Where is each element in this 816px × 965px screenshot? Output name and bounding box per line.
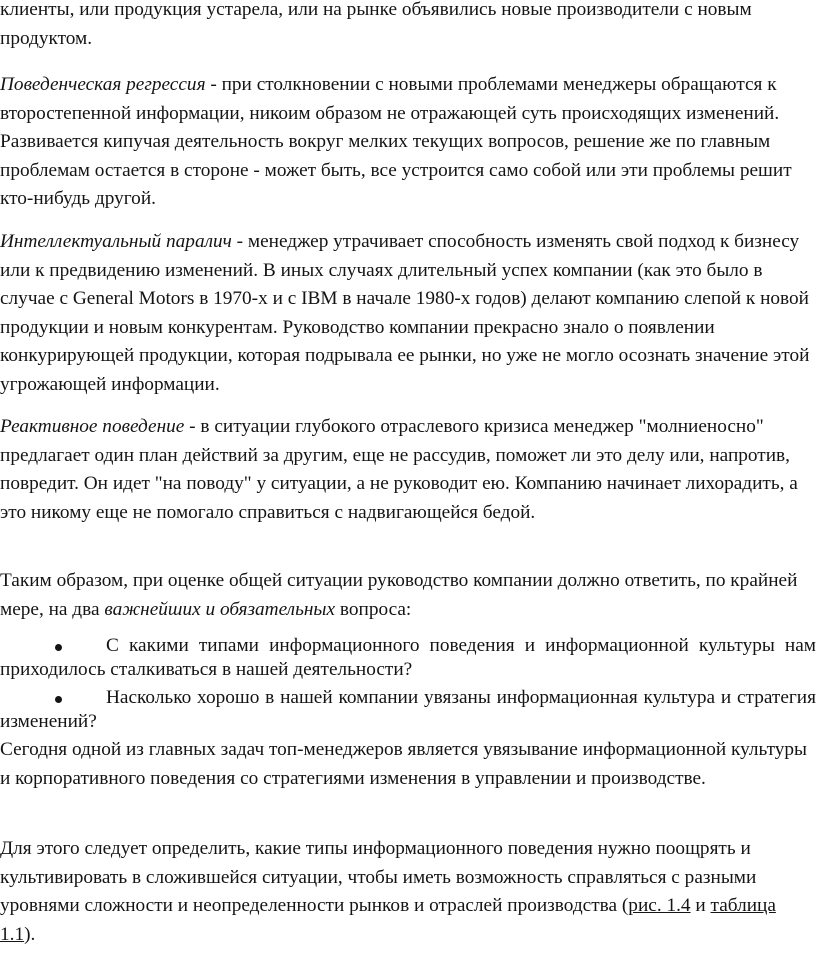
paragraph-top-managers: Сегодня одной из главных задач топ-менеджеров является увязывание информационной культуры и корпоративного поведения со стратегиями изменения в управлении и производстве. [0, 739, 807, 789]
list-item-text: С какими типами информационного поведения и информационной культуры нам приходилось сталкиваться в нашей деятельности? [0, 635, 816, 680]
paragraph-text: и [690, 895, 711, 916]
paragraph-conclusion [0, 567, 816, 624]
list-item-text: Насколько хорошо в нашей компании увязаны информационная культура и стратегия изменений? [0, 687, 816, 732]
table-link[interactable]: таблица 1.1 [0, 895, 776, 945]
paragraph-text: - при столкновении с новыми проблемами менеджеры обращаются к второстепенной информации, никоим образом не отражающей суть происходящих изменений. Развивается кипучая деятельность вокруг мелких текущих вопросов, решение же по главным проблемам остается в стороне - может быть, все устроится само собой или эти проблемы решит кто-нибудь другой. [0, 74, 792, 209]
paragraph-behavioral-regression [0, 71, 816, 214]
bullet-icon [55, 644, 62, 651]
figure-link[interactable]: рис. 1.4 [628, 895, 691, 916]
paragraph-text: - менеджер утрачивает способность изменять свой подход к бизнесу или к предвидению изменений. В иных случаях длительный успех компании (как это было в случае с General Motors в 1970-х и с IBM в начале 1980-х годов) делают компанию слепой к новой продукции и новым конкурентам. Руководство компании прекрасно знало о появлении конкурирующей продукции, которая подрывала ее рынки, но уже не могло осознать значение этой угрожающей информации. [0, 231, 810, 395]
list-item [0, 634, 816, 681]
paragraph-text: ). [24, 923, 36, 945]
list-item [0, 686, 816, 733]
term-reactive-behavior: Реактивное поведение [0, 416, 185, 437]
paragraph-behavior-types [0, 835, 816, 949]
term-intellectual-paralysis: Интеллектуальный паралич [0, 231, 232, 252]
bullet-icon [55, 696, 62, 703]
paragraph-intro-continuation: клиенты, или продукция устарела, или на рынке объявились новые производители с новым продуктом. [0, 0, 752, 49]
paragraph-text: Таким образом, при оценке общей ситуации руководство компании должно ответить, по крайней мере, на два [0, 570, 798, 620]
paragraph-intellectual-paralysis [0, 228, 816, 399]
paragraph-reactive-behavior [0, 413, 816, 527]
term-behavioral-regression: Поведенческая регрессия [0, 74, 206, 95]
question-list [0, 634, 816, 733]
emphasis-text: важнейших и обязательных [104, 598, 336, 620]
paragraph-text: - в ситуации глубокого отраслевого кризиса менеджер "молниеносно" предлагает один план действий за другим, еще не рассудив, поможет ли это делу или, напротив, повредит. Он идет "на поводу" у ситуации, а не руководит ею. Компанию начинает лихорадить, а это никому еще не помогало справиться с надвигающейся бедой. [0, 416, 798, 523]
paragraph-text: вопроса: [335, 598, 412, 620]
paragraph-text: Для этого следует определить, какие типы информационного поведения нужно поощрять и культивировать в сложившейся ситуации, чтобы иметь возможность справляться с разными уровнями сложности и неопределенности рынков и отраслей производства ( [0, 838, 757, 916]
